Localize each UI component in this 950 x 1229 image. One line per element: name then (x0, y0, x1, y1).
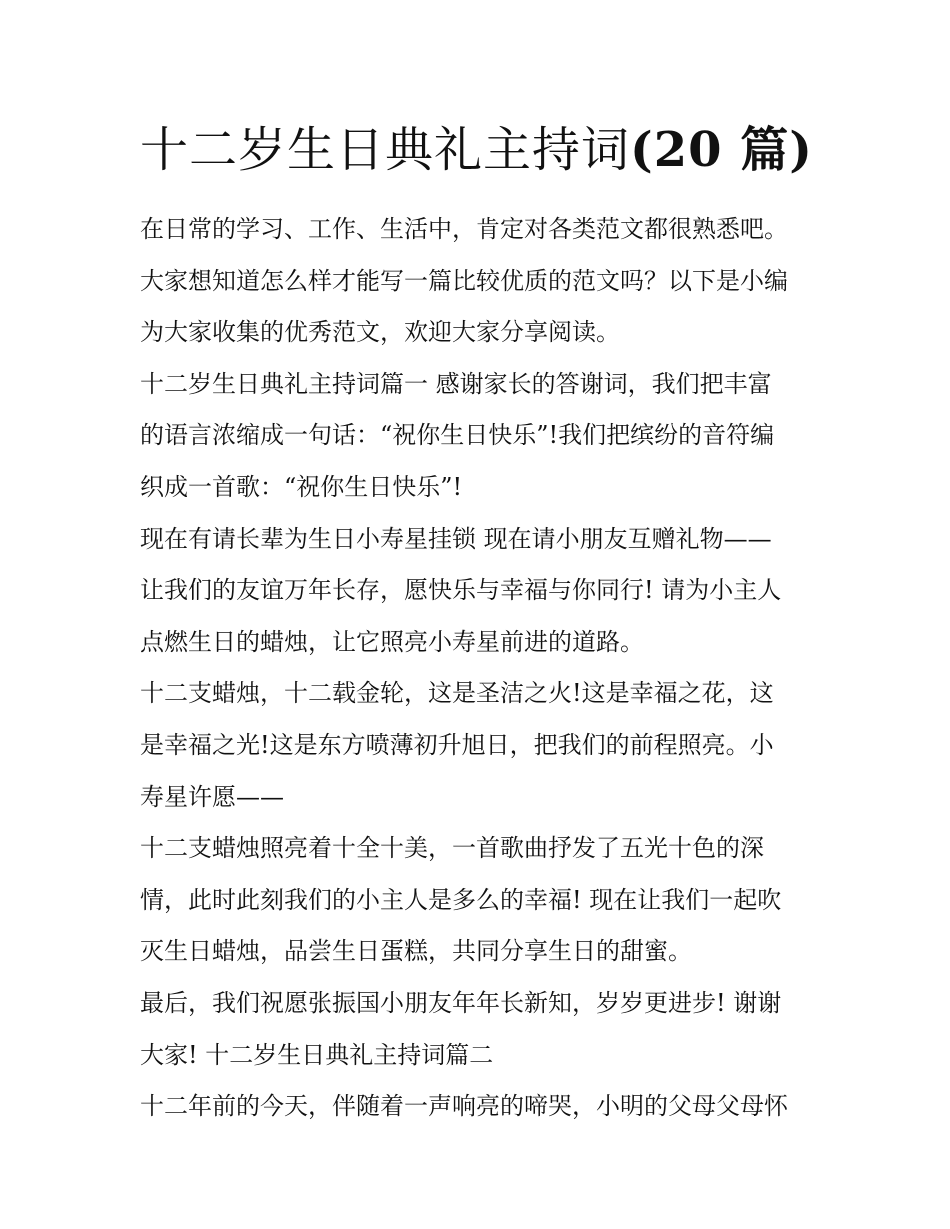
body-line: 现在有请长辈为生日小寿星挂锁 现在请小朋友互赠礼物—— (140, 524, 772, 553)
body-line: 大家! 十二岁生日典礼主持词篇二 (140, 1040, 494, 1069)
body-line: 大家想知道怎么样才能写一篇比较优质的范文吗？以下是小编 (140, 266, 788, 295)
body-line: 是幸福之光!这是东方喷薄初升旭日，把我们的前程照亮。小 (140, 730, 774, 759)
body-line: 十二岁生日典礼主持词篇一 感谢家长的答谢词，我们把丰富 (140, 369, 772, 398)
body-line: 在日常的学习、工作、生活中，肯定对各类范文都很熟悉吧。 (140, 215, 788, 243)
body-line: 的语言浓缩成一句话：“祝你生日快乐”!我们把缤纷的音符编 (140, 421, 775, 450)
document-title-suffix: (20 篇) (630, 122, 813, 178)
body-line: 让我们的友谊万年长存，愿快乐与幸福与你同行! 请为小主人 (140, 576, 782, 605)
body-line: 十二年前的今天，伴随着一声响亮的啼哭，小明的父母父母怀 (140, 1092, 788, 1121)
body-line: 十二支蜡烛照亮着十全十美，一首歌曲抒发了五光十色的深 (140, 834, 764, 863)
body-line: 点燃生日的蜡烛，让它照亮小寿星前进的道路。 (140, 627, 644, 656)
document-title-main: 十二岁生日典礼主持词 (140, 122, 631, 178)
document-title (140, 118, 820, 182)
body-line: 灭生日蜡烛，品尝生日蛋糕，共同分享生日的甜蜜。 (140, 937, 692, 966)
document-body (140, 204, 820, 1133)
body-line: 十二支蜡烛，十二载金轮，这是圣洁之火!这是幸福之花，这 (140, 679, 774, 708)
body-line: 情，此时此刻我们的小主人是多么的幸福! 现在让我们一起吹 (140, 885, 782, 914)
body-line: 织成一首歌：“祝你生日快乐”! (140, 472, 463, 501)
body-line: 寿星许愿—— (140, 782, 284, 811)
body-line: 为大家收集的优秀范文，欢迎大家分享阅读。 (140, 318, 620, 347)
body-line: 最后，我们祝愿张振国小朋友年年长新知，岁岁更进步! 谢谢 (140, 988, 782, 1017)
